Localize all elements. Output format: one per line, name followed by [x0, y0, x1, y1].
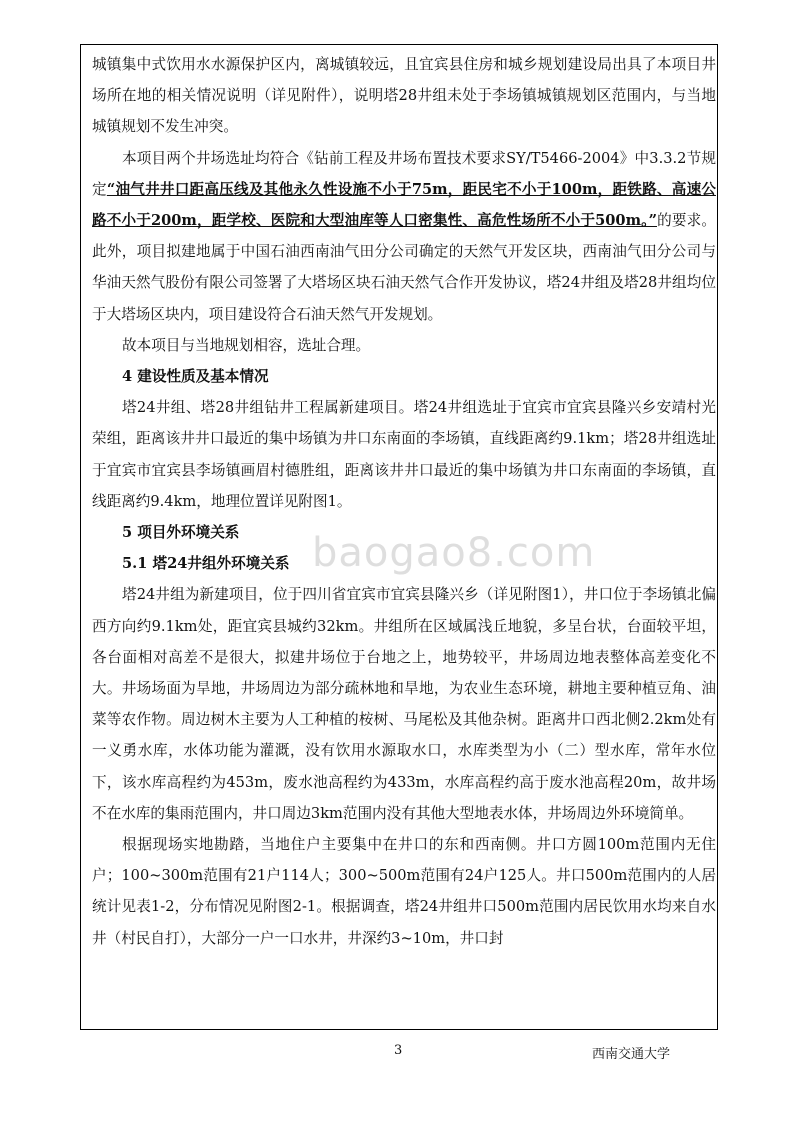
paragraph-planning-explanation: 城镇集中式饮用水水源保护区内，离城镇较远，且宜宾县住房和城乡规划建设局出具了本项目井场所在地的相关情况说明（详见附件），说明塔28井组未处于李场镇城镇规划区范围内，与当地城镇规划不发生冲突。 [92, 56, 716, 136]
standard-reference: 本项目两个井场选址均符合《钻前工程及井场布置技术要求SY/T5466-2004》中3.3.2节规定 [92, 149, 716, 198]
institution-name: 西南交通大学 [592, 1047, 671, 1062]
paragraph-conclusion: 故本项目与当地规划相容，选址合理。 [122, 336, 371, 354]
watermark: baogao8.com [312, 530, 596, 576]
page-number: 3 [394, 1043, 403, 1058]
document-body [92, 49, 716, 954]
distance-requirements-quote: “油气井井口距高压线及其他永久性设施不小于75m，距民宅不小于100m，距铁路、高速公路不小于200m，距学校、医院和大型油库等人口密集性、高危性场所不小于500m。” [92, 180, 716, 230]
development-plan-text: 的要求。此外，项目拟建地属于中国石油西南油气田分公司确定的天然气开发区块，西南油气田分公司与华油天然气股份有限公司签署了大塔场区块石油天然气合作开发协议，塔24井组及塔28井组均位于大塔场区块内，项目建设符合石油天然气开发规划。 [92, 212, 716, 323]
heading-section-4: 4 建设性质及基本情况 [122, 368, 269, 386]
heading-section-5-1: 5.1 塔24井组外环境关系 [122, 555, 290, 573]
paragraph-site-requirements [92, 143, 716, 330]
heading-section-5: 5 项目外环境关系 [122, 524, 240, 542]
paragraph-project-basics: 塔24井组、塔28井组钻井工程属新建项目。塔24井组选址于宜宾市宜宾县隆兴乡安靖村光荣组，距离该井井口最近的集中场镇为井口东南面的李场镇，直线距离约9.1km；塔28井组选址于宜宾市宜宾县李场镇画眉村德胜组，距离该井井口最近的集中场镇为井口东南面的李场镇，直线距离约9.4km，地理位置详见附图1。 [92, 399, 716, 510]
paragraph-residents-survey: 根据现场实地勘踏，当地住户主要集中在井口的东和西南侧。井口方圆100m范围内无住户；100~300m范围有21户114人；300~500m范围有24户125人。井口500m范围内的人居统计见表1-2，分布情况见附图2-1。根据调查，塔24井组井口500m范围内居民饮用水均来自水井（村民自打），大部分一户一口水井，井深约3~10m，井口封 [92, 836, 716, 947]
paragraph-external-environment: 塔24井组为新建项目，位于四川省宜宾市宜宾县隆兴乡（详见附图1），井口位于李场镇北偏西方向约9.1km处，距宜宾县城约32km。井组所在区域属浅丘地貌，多呈台状，台面较平坦，各台面相对高差不是很大，拟建井场位于台地之上，地势较平，井场周边地表整体高差变化不大。井场场面为旱地，井场周边为部分疏林地和旱地，为农业生态环境，耕地主要种植豆角、油菜等农作物。周边树木主要为人工种植的桉树、马尾松及其他杂树。距离井口西北侧2.2km处有一义勇水库，水体功能为灌溉，没有饮用水源取水口，水库类型为小（二）型水库，常年水位下，该水库高程约为453m，废水池高程约为433m，水库高程约高于废水池高程20m，故井场不在水库的集雨范围内，井口周边3km范围内没有其他大型地表水体，井场周边外环境简单。 [92, 586, 716, 822]
